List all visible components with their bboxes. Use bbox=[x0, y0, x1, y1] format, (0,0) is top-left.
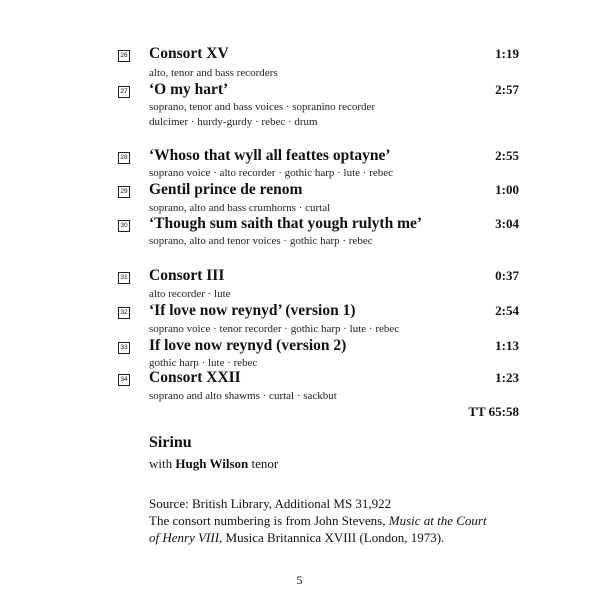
source-note: Source: British Library, Additional MS 31,922 bbox=[149, 496, 392, 511]
book-title-cont: of Henry VIII bbox=[149, 530, 220, 545]
track-title: Consort III bbox=[149, 267, 225, 284]
track-duration: 1:00 bbox=[495, 182, 519, 197]
track-title: ‘Though sum saith that yough rulyth me’ bbox=[149, 215, 423, 232]
track-number: 32 bbox=[118, 307, 130, 319]
with-prefix: with bbox=[149, 456, 173, 471]
track-duration: 2:55 bbox=[495, 148, 519, 163]
track-duration: 2:57 bbox=[495, 82, 519, 97]
track-number: 34 bbox=[118, 374, 130, 386]
track-instruments: soprano, alto and tenor voices · gothic harp · rebec bbox=[149, 235, 373, 247]
track-duration: 1:19 bbox=[495, 46, 519, 61]
guest-name: Hugh Wilson bbox=[175, 456, 249, 471]
guest-performer bbox=[149, 456, 278, 472]
track-number: 26 bbox=[118, 50, 130, 62]
track-title: ‘Whoso that wyll all feattes optayne’ bbox=[149, 147, 391, 164]
ensemble-name: Sirinu bbox=[149, 434, 192, 451]
numbering-note-text: The consort numbering is from John Stevens, bbox=[149, 513, 389, 528]
numbering-note-text: , Musica Britannica XVIII (London, 1973). bbox=[219, 530, 445, 545]
track-title: Gentil prince de renom bbox=[149, 181, 303, 198]
track-instruments: soprano, tenor and bass voices · sopranino recorder bbox=[149, 101, 376, 113]
track-instruments: gothic harp · lute · rebec bbox=[149, 357, 258, 369]
track-instruments: dulcimer · hurdy-gurdy · rebec · drum bbox=[149, 116, 318, 128]
track-duration: 1:13 bbox=[495, 338, 519, 353]
track-instruments: alto recorder · lute bbox=[149, 288, 231, 300]
track-number: 33 bbox=[118, 342, 130, 354]
track-instruments: soprano and alto shawms · curtal · sackbut bbox=[149, 390, 337, 402]
track-instruments: soprano voice · tenor recorder · gothic harp · lute · rebec bbox=[149, 323, 400, 335]
track-title: Consort XXII bbox=[149, 369, 241, 386]
track-duration: 2:54 bbox=[495, 303, 519, 318]
track-title: ‘O my hart’ bbox=[149, 81, 229, 98]
track-duration: 0:37 bbox=[495, 268, 519, 283]
numbering-note-line-1 bbox=[149, 512, 487, 529]
track-duration: 1:23 bbox=[495, 370, 519, 385]
guest-role: tenor bbox=[251, 456, 279, 471]
track-title: If love now reynyd (version 2) bbox=[149, 337, 347, 354]
track-title: ‘If love now reynyd’ (version 1) bbox=[149, 302, 356, 319]
total-time: TT 65:58 bbox=[468, 404, 519, 419]
track-instruments: soprano voice · alto recorder · gothic harp · lute · rebec bbox=[149, 167, 394, 179]
track-duration: 3:04 bbox=[495, 216, 519, 231]
track-title: Consort XV bbox=[149, 45, 229, 62]
track-number: 30 bbox=[118, 220, 130, 232]
track-instruments: alto, tenor and bass recorders bbox=[149, 67, 278, 79]
track-number: 27 bbox=[118, 86, 130, 98]
track-number: 31 bbox=[118, 272, 130, 284]
page-number: 5 bbox=[296, 573, 303, 587]
numbering-note-line-2 bbox=[149, 529, 444, 546]
track-number: 28 bbox=[118, 152, 130, 164]
track-number: 29 bbox=[118, 186, 130, 198]
track-instruments: soprano, alto and bass crumhorns · curtal bbox=[149, 202, 331, 214]
book-title: Music at the Court bbox=[388, 513, 487, 528]
